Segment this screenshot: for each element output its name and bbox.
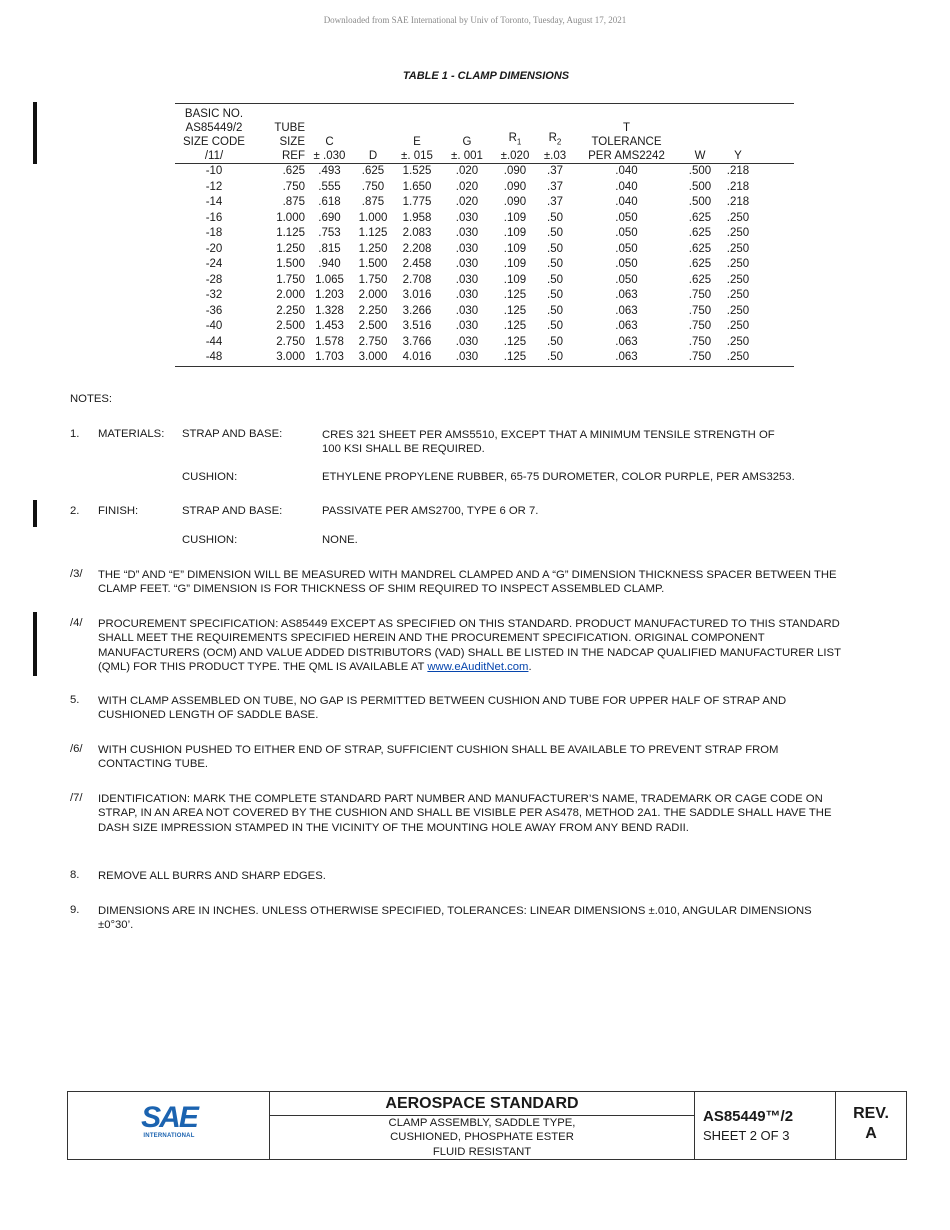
table-cell: 1.525 xyxy=(402,165,432,177)
table-cell: .625 xyxy=(688,227,712,239)
table-cell: 1.203 xyxy=(315,289,344,301)
table-cell: 2.250 xyxy=(358,304,388,317)
table-cell: .040 xyxy=(615,180,638,193)
table-cell: 1.500 xyxy=(358,258,388,270)
table-row xyxy=(175,226,794,242)
col-w: W xyxy=(681,104,719,164)
col-y: Y xyxy=(719,104,757,164)
table-cell: .625 xyxy=(282,165,305,177)
table-cell: .125 xyxy=(492,350,538,366)
standard-type: AEROSPACE STANDARD xyxy=(270,1092,694,1116)
table-cell: 1.958 xyxy=(402,211,432,224)
table-cell: .250 xyxy=(726,273,750,286)
table-cell: .109 xyxy=(503,273,527,286)
table-cell: .040 xyxy=(615,196,638,208)
table-cell: .250 xyxy=(726,335,750,348)
revision: REV. A xyxy=(853,1105,889,1142)
col-basic-no: BASIC NO. AS85449/2 SIZE CODE /11/ xyxy=(175,104,253,164)
table-cell: .50 xyxy=(547,227,563,239)
table-cell: .250 xyxy=(726,289,750,301)
table-row xyxy=(175,180,794,196)
table-row xyxy=(175,350,794,366)
table-cell: .50 xyxy=(547,289,563,301)
table-cell: 1.775 xyxy=(402,196,432,208)
table-cell: 3.516 xyxy=(402,320,432,332)
table-cell: 2.500 xyxy=(358,320,388,332)
table-cell: .050 xyxy=(615,273,638,286)
table-cell: .050 xyxy=(615,211,638,224)
table-cell: .090 xyxy=(503,196,527,208)
table-cell: .500 xyxy=(688,196,712,208)
table-cell: 2.250 xyxy=(276,304,305,317)
table-cell: 3.000 xyxy=(253,350,305,366)
table-cell: .875 xyxy=(282,196,305,208)
table-cell: .063 xyxy=(615,320,638,332)
table-cell: .625 xyxy=(688,258,712,270)
table-cell: .020 xyxy=(455,196,479,208)
table-cell: .625 xyxy=(688,211,712,224)
table-cell: 2.708 xyxy=(402,273,432,286)
table-cell: .218 xyxy=(726,180,750,193)
table-cell: .940 xyxy=(318,258,341,270)
table-cell: -48 xyxy=(175,350,253,366)
table-row xyxy=(175,304,794,320)
table-cell: 1.650 xyxy=(402,180,432,193)
table-cell: 2.000 xyxy=(276,289,305,301)
table-cell: .618 xyxy=(318,196,341,208)
table-header-row xyxy=(175,104,794,164)
table-cell: -14 xyxy=(205,196,223,208)
revision-bar xyxy=(33,612,37,676)
table-cell: 1.125 xyxy=(358,227,388,239)
table-cell: 1.500 xyxy=(276,258,305,270)
part-number: AS85449™/2 xyxy=(703,1108,794,1125)
table-cell: .750 xyxy=(681,350,719,366)
table-cell: .030 xyxy=(455,335,479,348)
table-row xyxy=(175,211,794,227)
table-row xyxy=(175,195,794,211)
table-cell: 1.065 xyxy=(315,273,344,286)
table-cell: .063 xyxy=(615,289,638,301)
table-cell: 2.208 xyxy=(402,242,432,255)
table-cell: .090 xyxy=(503,165,527,177)
table-cell: .030 xyxy=(455,289,479,301)
table-cell: .875 xyxy=(361,196,385,208)
table-cell: .030 xyxy=(442,350,492,366)
table-cell: 3.266 xyxy=(402,304,432,317)
table-cell: 2.750 xyxy=(276,335,305,348)
table-cell: .250 xyxy=(726,227,750,239)
table-cell: .090 xyxy=(503,180,527,193)
col-e: E ±. 015 xyxy=(392,104,442,164)
table-cell: .050 xyxy=(615,258,638,270)
table-row xyxy=(175,288,794,304)
table-cell: .125 xyxy=(503,320,527,332)
table-cell: 2.458 xyxy=(402,258,432,270)
table-cell: 2.000 xyxy=(358,289,388,301)
table-cell: .250 xyxy=(726,211,750,224)
table-row xyxy=(175,319,794,335)
table-cell: 2.500 xyxy=(276,320,305,332)
table-cell: .030 xyxy=(455,258,479,270)
table-cell: .250 xyxy=(719,350,757,366)
table-row xyxy=(175,164,794,180)
table-cell: .753 xyxy=(318,227,341,239)
table-row xyxy=(175,242,794,258)
table-cell: -20 xyxy=(205,242,223,255)
table-cell: .690 xyxy=(318,211,341,224)
table-cell: .250 xyxy=(726,304,750,317)
table-cell: .125 xyxy=(503,335,527,348)
table-cell: .020 xyxy=(455,180,479,193)
table-row xyxy=(175,335,794,351)
table-cell: 2.750 xyxy=(358,335,388,348)
table-cell: 1.328 xyxy=(315,304,344,317)
notes-heading: NOTES: xyxy=(70,393,113,405)
eauditnet-link[interactable]: www.eAuditNet.com xyxy=(427,661,529,674)
table-cell: .109 xyxy=(503,242,527,255)
table-cell: .750 xyxy=(282,180,305,193)
table-cell: .50 xyxy=(547,242,563,255)
table-cell: 1.578 xyxy=(315,335,344,348)
table-cell: .50 xyxy=(547,273,563,286)
table-cell: -12 xyxy=(205,180,223,193)
table-cell: -40 xyxy=(205,320,223,332)
table-cell: .020 xyxy=(455,165,479,177)
table-cell: -32 xyxy=(205,289,223,301)
col-r2: $R_2$ ±.03 xyxy=(538,104,572,164)
table-cell: -18 xyxy=(205,227,223,239)
table-cell: 3.766 xyxy=(402,335,432,348)
title-cell xyxy=(270,1092,695,1159)
table-cell: .030 xyxy=(455,273,479,286)
col-tube-size: TUBE SIZE REF xyxy=(253,104,305,164)
table-cell: .063 xyxy=(572,350,681,366)
table-cell: .125 xyxy=(503,289,527,301)
table-cell: .37 xyxy=(547,196,563,208)
col-t: T TOLERANCE PER AMS2242 xyxy=(572,104,681,164)
table-cell: .750 xyxy=(361,180,385,193)
table-cell: -16 xyxy=(205,211,223,224)
table-cell: .625 xyxy=(688,273,712,286)
table-cell: 2.083 xyxy=(402,227,432,239)
sheet-number: SHEET 2 OF 3 xyxy=(703,1128,790,1143)
table-cell: 1.703 xyxy=(305,350,354,366)
table-cell: 4.016 xyxy=(392,350,442,366)
table-cell: .218 xyxy=(726,196,750,208)
sae-logo: SAE INTERNATIONAL xyxy=(141,1101,197,1139)
table-cell: .050 xyxy=(615,227,638,239)
table-cell: .50 xyxy=(547,304,563,317)
table-cell: 1.250 xyxy=(358,242,388,255)
table-cell: .50 xyxy=(547,211,563,224)
table-cell: 1.250 xyxy=(276,242,305,255)
revision-bar xyxy=(33,102,37,164)
table-cell: .030 xyxy=(455,227,479,239)
table-cell: 1.000 xyxy=(276,211,305,224)
table-cell: .500 xyxy=(688,165,712,177)
table-cell: -44 xyxy=(205,335,223,348)
table-cell: .063 xyxy=(615,304,638,317)
col-d: D xyxy=(354,104,392,164)
revision-cell xyxy=(836,1092,906,1159)
table-cell: 1.453 xyxy=(315,320,344,332)
table-cell: .250 xyxy=(726,242,750,255)
table-cell: -10 xyxy=(205,165,223,177)
col-g: G ±. 001 xyxy=(442,104,492,164)
table-cell: 3.000 xyxy=(354,350,392,366)
table-row xyxy=(175,273,794,289)
table-cell: .109 xyxy=(503,227,527,239)
table-cell: .625 xyxy=(688,242,712,255)
table-cell: .125 xyxy=(503,304,527,317)
table-cell: .555 xyxy=(318,180,341,193)
table-cell: -24 xyxy=(205,258,223,270)
table-cell: .030 xyxy=(455,211,479,224)
clamp-dimensions-table xyxy=(175,103,794,367)
table-title: TABLE 1 - CLAMP DIMENSIONS xyxy=(402,70,570,82)
revision-bar xyxy=(33,500,37,527)
standard-title: CLAMP ASSEMBLY, SADDLE TYPE, CUSHIONED, PHOSPHATE ESTER FLUID RESISTANT xyxy=(388,1117,576,1158)
table-cell: 1.125 xyxy=(276,227,305,239)
table-cell: .50 xyxy=(547,258,563,270)
table-cell: .750 xyxy=(688,335,712,348)
table-cell: 1.750 xyxy=(358,273,388,286)
table-cell: -28 xyxy=(205,273,223,286)
logo-cell xyxy=(68,1092,270,1159)
table-cell: .109 xyxy=(503,211,527,224)
col-r1: $R_1$ ±.020 xyxy=(492,104,538,164)
table-cell: .625 xyxy=(361,165,385,177)
table-cell: .030 xyxy=(455,242,479,255)
table-cell: .030 xyxy=(455,320,479,332)
table-cell: 1.750 xyxy=(276,273,305,286)
table-cell: .750 xyxy=(688,289,712,301)
table-cell: .493 xyxy=(318,165,341,177)
table-cell: .218 xyxy=(726,165,750,177)
download-notice: Downloaded from SAE International by Univ of Toronto, Tuesday, August 17, 2021 xyxy=(323,15,627,25)
table-cell: .37 xyxy=(547,165,563,177)
table-cell: .50 xyxy=(547,335,563,348)
title-block xyxy=(67,1091,907,1160)
table-cell: .50 xyxy=(547,320,563,332)
table-cell: 1.000 xyxy=(358,211,388,224)
table-cell: .250 xyxy=(726,258,750,270)
table-cell: .250 xyxy=(726,320,750,332)
table-cell: .750 xyxy=(688,304,712,317)
table-cell: .37 xyxy=(547,180,563,193)
col-c: C ± .030 xyxy=(305,104,354,164)
table-cell: .109 xyxy=(503,258,527,270)
part-number-cell xyxy=(695,1092,836,1159)
table-cell: .750 xyxy=(688,320,712,332)
table-cell: .815 xyxy=(318,242,341,255)
table-row xyxy=(175,257,794,273)
table-cell: .063 xyxy=(615,335,638,348)
table-cell: -36 xyxy=(205,304,223,317)
table-cell: .030 xyxy=(455,304,479,317)
table-cell: .040 xyxy=(615,165,638,177)
table-cell: .050 xyxy=(615,242,638,255)
table-cell: 3.016 xyxy=(402,289,432,301)
table-cell: .50 xyxy=(538,350,572,366)
table-cell: .500 xyxy=(688,180,712,193)
